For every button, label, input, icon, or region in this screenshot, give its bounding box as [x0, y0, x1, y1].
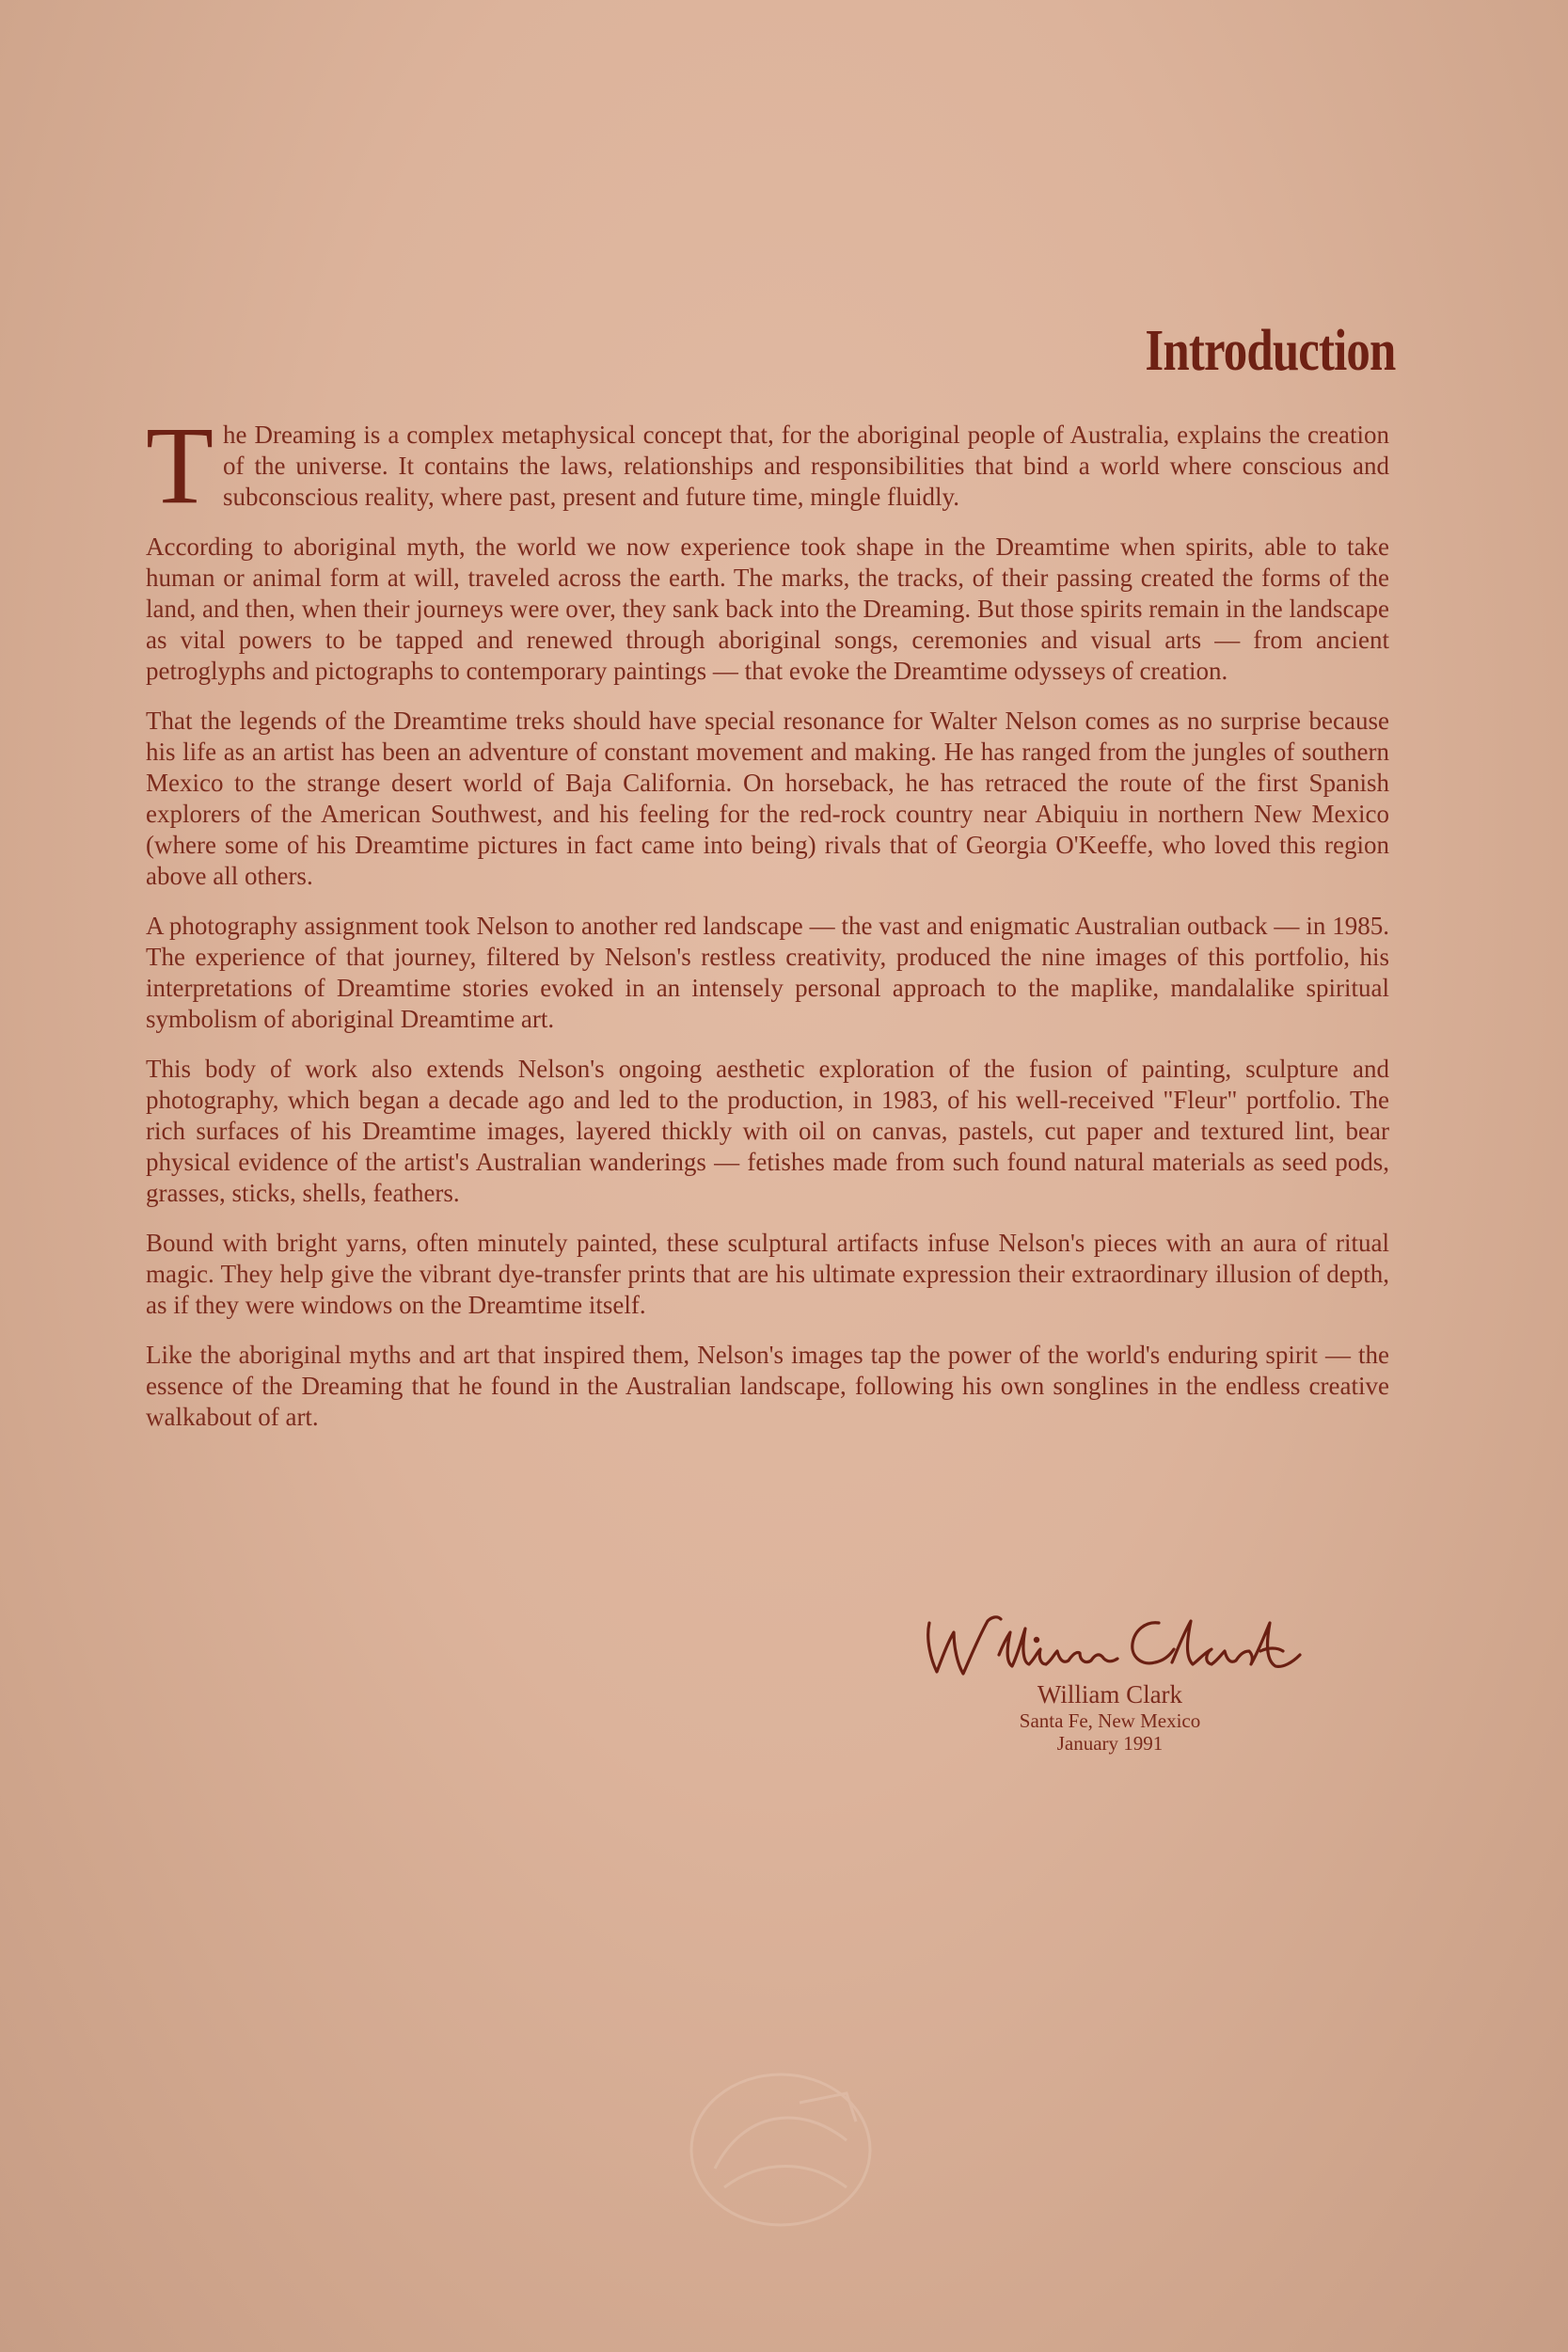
drop-cap: T [146, 404, 214, 527]
paragraph-1-text: he Dreaming is a complex metaphysical concept that, for the aboriginal people of Australia, explains the creation of the universe. It contains the laws, relationships and responsibilities that bind a world where conscious and subconscious reality, where past, present and future time, mingle fluidly. [223, 421, 1389, 511]
author-location: Santa Fe, New Mexico [1019, 1709, 1201, 1732]
paragraph-4: A photography assignment took Nelson to another red landscape — the vast and enigmatic Australian outback — in 1985. The experience of that journey, filtered by Nelson's restless creativity, produced the nine images of this portfolio, his interpretations of Dreamtime stories evoked in an intensely personal approach to the maplike, mandalalike spiritual symbolism of aboriginal Dreamtime art. [146, 912, 1389, 1033]
paragraph-5: This body of work also extends Nelson's ongoing aesthetic exploration of the fusion of painting, sculpture and photography, which began a decade ago and led to the production, in 1983, of his well-received "Fleur" portfolio. The rich surfaces of his Dreamtime images, layered thickly with oil on canvas, pastels, cut paper and textured lint, bear physical evidence of the artist's Australian wanderings — fetishes made from such found natural materials as seed pods, grasses, sticks, shells, feathers. [146, 1055, 1389, 1207]
page-title: Introduction [1144, 319, 1395, 383]
blind-emboss-mark [658, 2056, 903, 2244]
author-name: William Clark [1037, 1680, 1183, 1708]
paragraph-3: That the legends of the Dreamtime treks should have special resonance for Walter Nelson comes as no surprise because his life as an artist has been an adventure of constant movement and making. He has ranged from the jungles of southern Mexico to the strange desert world of Baja California. On horseback, he has retraced the route of the first Spanish explorers of the American Southwest, and his feeling for the red-rock country near Abiquiu in northern New Mexico (where some of his Dreamtime pictures in fact came into being) rivals that of Georgia O'Keeffe, who loved this region above all others. [146, 707, 1389, 890]
signature-block [950, 1679, 1270, 1755]
paragraph-2: According to aboriginal myth, the world we now experience took shape in the Dreamtime when spirits, able to take human or animal form at will, traveled across the earth. The marks, the tracks, of their passing created the forms of the land, and then, when their journeys were over, they sank back into the Dreaming. But those spirits remain in the landscape as vital powers to be tapped and renewed through aboriginal songs, ceremonies and visual arts — from ancient petroglyphs and pictographs to contemporary paintings — that evoke the Dreamtime odysseys of creation. [146, 532, 1389, 685]
paragraph-1 [146, 404, 1389, 527]
paragraph-6: Bound with bright yarns, often minutely painted, these sculptural artifacts infuse Nelson's pieces with an aura of ritual magic. They help give the vibrant dye-transfer prints that are his ultimate expression their extraordinary illusion of depth, as if they were windows on the Dreamtime itself. [146, 1229, 1389, 1319]
author-date: January 1991 [1056, 1732, 1164, 1755]
paragraph-7: Like the aboriginal myths and art that inspired them, Nelson's images tap the power of the world's enduring spirit — the essence of the Dreaming that he found in the Australian landscape, following his own songlines in the endless creative walkabout of art. [146, 1341, 1389, 1431]
body-text [146, 404, 1389, 1452]
